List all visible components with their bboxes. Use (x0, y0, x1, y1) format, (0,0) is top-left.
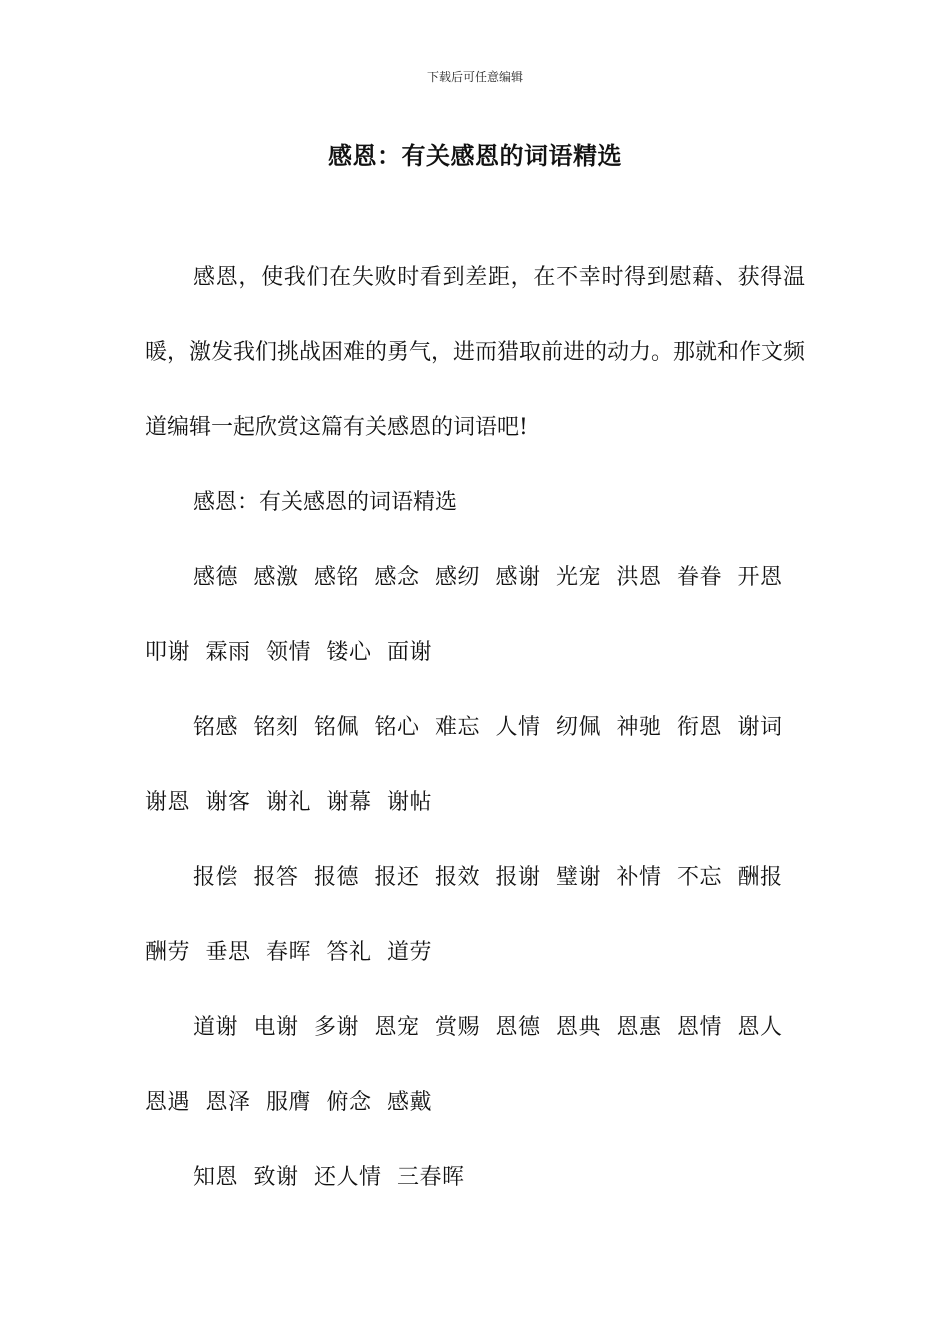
subheading-paragraph: 感恩：有关感恩的词语精选 (193, 490, 458, 515)
document-body (145, 240, 805, 1215)
word-group: 报偿 报答 报德 报还 报效 报谢 璧谢 补情 不忘 酬报 酬劳 垂思 春晖 答礼 道劳 (145, 865, 783, 965)
page-header-note: 下载后可任意编辑 (426, 70, 523, 84)
word-group: 感德 感激 感铭 感念 感纫 感谢 光宠 洪恩 眷眷 开恩 叩谢 霖雨 领情 镂心 面谢 (145, 565, 783, 665)
word-group: 道谢 电谢 多谢 恩宠 赏赐 恩德 恩典 恩惠 恩情 恩人 恩遇 恩泽 服膺 俯念 感戴 (145, 1015, 783, 1115)
document-title: 感恩：有关感恩的词语精选 (328, 142, 622, 170)
word-group: 铭感 铭刻 铭佩 铭心 难忘 人情 纫佩 神驰 衔恩 谢词 谢恩 谢客 谢礼 谢幕 谢帖 (145, 715, 783, 815)
intro-paragraph: 感恩，使我们在失败时看到差距，在不幸时得到慰藉、获得温暖，激发我们挑战困难的勇气，进而猎取前进的动力。那就和作文频道编辑一起欣赏这篇有关感恩的词语吧! (145, 265, 806, 440)
word-group: 知恩 致谢 还人情 三春晖 (193, 1165, 465, 1190)
